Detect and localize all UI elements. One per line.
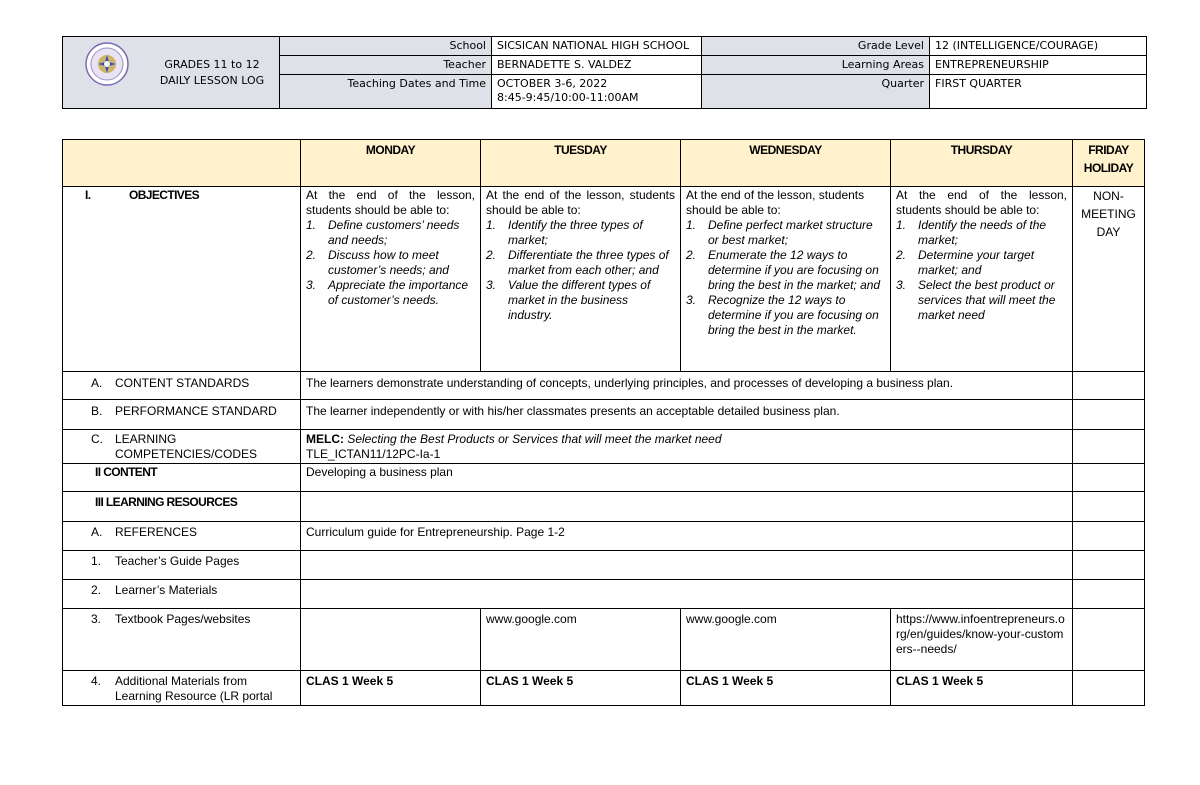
references-label: [63, 522, 301, 551]
log-title-line1: GRADES 11 to 12: [164, 58, 260, 71]
additional-friday: [1073, 671, 1145, 706]
textbook-monday: [301, 609, 481, 671]
references-mark: A.: [91, 525, 103, 539]
objectives-tuesday: [481, 187, 681, 372]
content-row: [63, 464, 1145, 492]
quarter-value: FIRST QUARTER: [930, 75, 1147, 109]
learners-materials-text: Learner’s Materials: [115, 583, 218, 597]
day-friday: [1073, 140, 1145, 187]
list-item: 3. Recognize the 12 ways to determine if you are focusing on bring the best in the market.: [686, 293, 879, 337]
objectives-row: [63, 187, 1145, 372]
day-friday-holiday: HOLIDAY: [1083, 161, 1134, 175]
deped-seal-icon: [85, 42, 129, 86]
learners-materials-value: [301, 580, 1073, 609]
additional-tuesday: CLAS 1 Week 5: [481, 671, 681, 706]
textbook-row: [63, 609, 1145, 671]
learning-resources-friday: [1073, 492, 1145, 522]
day-friday-label: FRIDAY: [1088, 143, 1129, 157]
learning-resources-row: [63, 492, 1145, 522]
learners-materials-friday: [1073, 580, 1145, 609]
objectives-num: I.: [85, 188, 91, 202]
log-title-line2: DAILY LESSON LOG: [159, 74, 265, 87]
objectives-tuesday-intro: At the end of the lesson, students should be able to:: [486, 188, 675, 217]
list-item: 1. Identify the three types of market;: [486, 218, 643, 247]
grade-level-value: 12 (INTELLIGENCE/COURAGE): [930, 37, 1147, 56]
content-standards-label: [63, 372, 301, 400]
content-standards-mark: A.: [91, 376, 103, 390]
references-friday: [1073, 522, 1145, 551]
teacher-value: BERNADETTE S. VALDEZ: [492, 56, 702, 75]
school-label: School: [280, 37, 492, 56]
performance-standard-friday: [1073, 400, 1145, 430]
melc-line: [306, 432, 1067, 447]
competency-code: TLE_ICTAN11/12PC-Ia-1: [306, 447, 441, 461]
list-item: 3. Appreciate the importance of customer’s needs.: [306, 278, 469, 307]
objectives-monday: [301, 187, 481, 372]
learning-area-value: ENTREPRENEURSHIP: [930, 56, 1147, 75]
content-standards-row: [63, 372, 1145, 400]
teachers-guide-value: [301, 551, 1073, 580]
learning-resources-label: III LEARNING RESOURCES: [63, 492, 301, 522]
day-header-blank: [63, 140, 301, 187]
competencies-label: [63, 430, 301, 464]
list-item: 3. Select the best product or services that will meet the market need: [896, 278, 1056, 322]
objectives-title: OBJECTIVES: [129, 188, 200, 202]
content-friday: [1073, 464, 1145, 492]
content-standards-friday: [1073, 372, 1145, 400]
textbook-thursday: https://www.infoentrepreneurs.org/en/guides/know-your-customers--needs/: [891, 609, 1073, 671]
performance-standard-row: [63, 400, 1145, 430]
list-item: 2. Determine your target market; and: [896, 248, 1035, 277]
learners-materials-mark: 2.: [91, 583, 102, 597]
list-item: 2. Differentiate the three types of market from each other; and: [486, 248, 669, 277]
objectives-label: [63, 187, 301, 372]
log-title: [157, 57, 267, 89]
performance-standard-label: [63, 400, 301, 430]
content-standards-value: The learners demonstrate understanding of concepts, underlying principles, and processes of developing a business plan.: [301, 372, 1073, 400]
list-item: 3. Value the different types of market in the business industry.: [486, 278, 651, 322]
textbook-tuesday: www.google.com: [481, 609, 681, 671]
competencies-text-line2: COMPETENCIES/CODES: [115, 447, 258, 461]
teachers-guide-label: [63, 551, 301, 580]
teachers-guide-text: Teacher’s Guide Pages: [115, 554, 240, 568]
dates-value-line1: OCTOBER 3-6, 2022: [497, 77, 608, 90]
learning-area-label: Learning Areas: [702, 56, 930, 75]
objectives-wednesday-intro: At the end of the lesson, students should be able to:: [686, 188, 865, 217]
textbook-mark: 3.: [91, 612, 102, 626]
objectives-wednesday: [681, 187, 891, 372]
teacher-label: Teacher: [280, 56, 492, 75]
performance-standard-value: The learner independently or with his/her classmates presents an acceptable detailed business plan.: [301, 400, 1073, 430]
additional-materials-text: Additional Materials from Learning Resource (LR portal: [115, 674, 273, 703]
learners-materials-label: [63, 580, 301, 609]
textbook-wednesday: www.google.com: [681, 609, 891, 671]
performance-standard-mark: B.: [91, 404, 103, 418]
learners-materials-row: [63, 580, 1145, 609]
textbook-text: Textbook Pages/websites: [115, 612, 251, 626]
objectives-thursday: [891, 187, 1073, 372]
day-monday: MONDAY: [301, 140, 481, 187]
additional-monday: CLAS 1 Week 5: [301, 671, 481, 706]
references-value: Curriculum guide for Entrepreneurship. Page 1-2: [301, 522, 1073, 551]
additional-thursday: CLAS 1 Week 5: [891, 671, 1073, 706]
textbook-friday: [1073, 609, 1145, 671]
header-logo-cell: [63, 37, 280, 109]
competencies-friday: [1073, 430, 1145, 464]
references-row: [63, 522, 1145, 551]
list-item: 2. Discuss how to meet customer’s needs; and: [306, 248, 449, 277]
objectives-friday: [1073, 187, 1145, 372]
dates-value: [492, 75, 702, 109]
teachers-guide-row: [63, 551, 1145, 580]
day-header-row: [63, 140, 1145, 187]
day-thursday: THURSDAY: [891, 140, 1073, 187]
textbook-label: [63, 609, 301, 671]
competencies-row: [63, 430, 1145, 464]
grade-level-label: Grade Level: [702, 37, 930, 56]
content-value: Developing a business plan: [301, 464, 1073, 492]
learning-resources-value: [301, 492, 1073, 522]
melc-label: MELC:: [306, 432, 344, 446]
content-standards-text: CONTENT STANDARDS: [115, 376, 250, 390]
teachers-guide-friday: [1073, 551, 1145, 580]
additional-wednesday: CLAS 1 Week 5: [681, 671, 891, 706]
objectives-monday-intro: At the end of the lesson, students should be able to:: [306, 188, 475, 217]
teachers-guide-mark: 1.: [91, 554, 102, 568]
header-table: [62, 36, 1147, 109]
list-item: 1. Define customers’ needs and needs;: [306, 218, 460, 247]
dates-value-line2: 8:45-9:45/10:00-11:00AM: [497, 91, 639, 104]
melc-text: Selecting the Best Products or Services that will meet the market need: [344, 432, 722, 446]
lesson-log-table: [62, 139, 1145, 706]
content-label: II CONTENT: [63, 464, 301, 492]
day-wednesday: WEDNESDAY: [681, 140, 891, 187]
competencies-mark: C.: [91, 432, 103, 446]
school-value: SICSICAN NATIONAL HIGH SCHOOL: [492, 37, 702, 56]
additional-materials-mark: 4.: [91, 674, 102, 688]
additional-materials-row: [63, 671, 1145, 706]
non-meeting-line3: DAY: [1096, 225, 1121, 239]
list-item: 1. Identify the needs of the market;: [896, 218, 1047, 247]
competencies-text-line1: LEARNING: [115, 432, 177, 446]
references-text: REFERENCES: [115, 525, 198, 539]
quarter-label: Quarter: [702, 75, 930, 109]
list-item: 2. Enumerate the 12 ways to determine if you are focusing on bring the best in the market; and: [686, 248, 881, 292]
performance-standard-text: PERFORMANCE STANDARD: [115, 404, 277, 418]
objectives-thursday-intro: At the end of the lesson, students should be able to:: [896, 188, 1067, 217]
competencies-value: [301, 430, 1073, 464]
non-meeting-line1: NON-: [1093, 189, 1124, 203]
additional-materials-label: [63, 671, 301, 706]
list-item: 1. Define perfect market structure or best market;: [686, 218, 873, 247]
day-tuesday: TUESDAY: [481, 140, 681, 187]
dates-label: Teaching Dates and Time: [280, 75, 492, 109]
non-meeting-line2: MEETING: [1081, 207, 1136, 221]
